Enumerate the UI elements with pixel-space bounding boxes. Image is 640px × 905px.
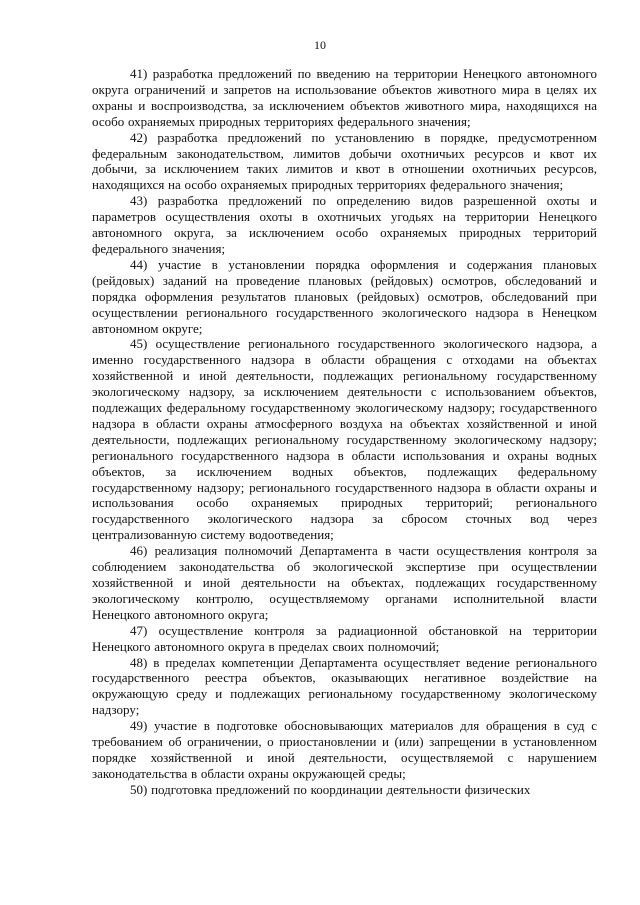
paragraph-43: 43) разработка предложений по определению видов разрешенной охоты и параметров осуществления охоты в охотничьих угодьях на территории Ненецкого автономного округа, за исключением особо охраняемых природных территорий федерального значения; [92, 193, 597, 256]
paragraph-50: 50) подготовка предложений по координации деятельности физических [130, 781, 531, 797]
paragraph-49: 49) участие в подготовке обосновывающих материалов для обращения в суд с требованием об ограничении, о приостановлении и (или) запрещении в установленном порядке хозяйственной и иной деятельности, осуществляемой с нарушением законодательства в области охраны окружающей среды; [92, 718, 597, 781]
paragraph-46: 46) реализация полномочий Департамента в части осуществления контроля за соблюдением законодательства об экологической экспертизе при осуществлении хозяйственной и иной деятельности на объектах, подлежащих государственному экологическому контролю, осуществляемому органами исполнительной власти Ненецкого автономного округа; [92, 543, 597, 622]
paragraph-47: 47) осуществление контроля за радиационной обстановкой на территории Ненецкого автономного округа в пределах своих полномочий; [92, 622, 597, 654]
paragraph-48: 48) в пределах компетенции Департамента осуществляет ведение регионального государственного реестра объектов, оказывающих негативное воздействие на окружающую среду и подлежащих региональному государственному экологическому надзору; [92, 654, 597, 718]
paragraph-44: 44) участие в установлении порядка оформления и содержания плановых (рейдовых) заданий на проведение плановых (рейдовых) осмотров, обследований и порядка оформления результатов плановых (рейдовых) осмотров, обследований при осуществлении регионального государственного экологического надзора в Ненецком автономном округе; [92, 256, 597, 336]
page-number: 10 [314, 38, 326, 52]
paragraph-41: 41) разработка предложений по введению на территории Ненецкого автономного округа ограничений и запретов на использование объектов животного мира в целях их охраны и воспроизводства, за исключением объектов животного мира, находящихся на особо охраняемых природных территориях федерального значения; [92, 66, 597, 129]
paragraph-42: 42) разработка предложений по установлению в порядке, предусмотренном федеральным законодательством, лимитов добычи охотничьих ресурсов и квот их добычи, за исключением таких лимитов и квот в отношении охотничьих ресурсов, находящихся на особо охраняемых природных территориях федерального значения; [92, 129, 597, 193]
paragraph-45: 45) осуществление регионального государственного экологического надзора, а именно государственного надзора в области обращения с отходами на объектах хозяйственной и иной деятельности, подлежащих региональному государственному экологическому надзору, за исключением деятельности с использованием объектов, подлежащих федеральному государственному экологическому надзору; государственного надзора в области охраны атмосферного воздуха на объектах хозяйственной и иной деятельности, подлежащих региональному государственному экологическому надзору; регионального государственного надзора в области использования и охраны водных объектов, за исключением водных объектов, подлежащих федеральному государственному надзору; регионального государственного надзора в области охраны и использования особо охраняемых природных территорий; регионального государственного экологического надзора за сбросом сточных вод через централизованную систему водоотведения; [92, 336, 597, 543]
document-body [92, 66, 597, 798]
